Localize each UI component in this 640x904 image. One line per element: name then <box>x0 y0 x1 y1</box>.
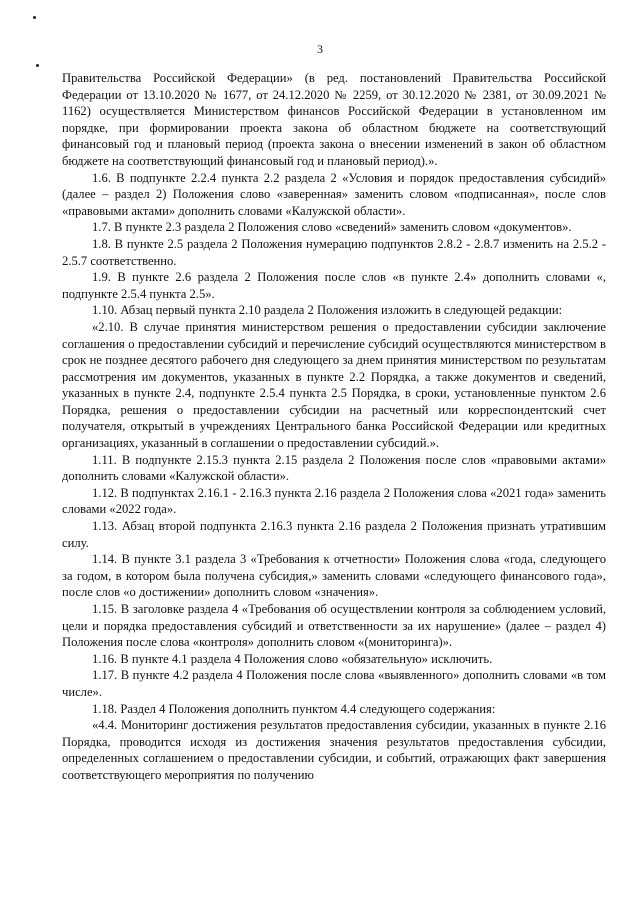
paragraph: 1.7. В пункте 2.3 раздела 2 Положения слово «сведений» заменить словом «документов». <box>92 220 572 235</box>
scan-speck <box>36 64 39 67</box>
paragraph: 1.11. В подпункте 2.15.3 пункта 2.15 раздела 2 Положения после слов «правовыми актами» дополнить словами «Калужской области». <box>62 452 606 484</box>
paragraph: 1.10. Абзац первый пункта 2.10 раздела 2 Положения изложить в следующей редакции: <box>92 303 563 318</box>
paragraph: 1.13. Абзац второй подпункта 2.16.3 пункта 2.16 раздела 2 Положения признать утратившим силу. <box>62 519 606 550</box>
document-body <box>62 70 606 784</box>
scan-speck <box>33 16 36 19</box>
paragraph: 1.18. Раздел 4 Положения дополнить пунктом 4.4 следующего содержания: <box>92 701 496 716</box>
paragraph: 1.14. В пункте 3.1 раздела 3 «Требования к отчетности» Положения слова «года, следующего за годом, в котором была получена субсидия,» заменить словами «следующего финансового года», после слов «о достижении» дополнить словом «значения». <box>62 552 606 600</box>
paragraph: 1.17. В пункте 4.2 раздела 4 Положения после слова «выявленного» дополнить словами «в том числе». <box>62 668 606 699</box>
paragraph: 1.6. В подпункте 2.2.4 пункта 2.2 раздела 2 «Условия и порядок предоставления субсидий» (далее – раздел 2) Положения слово «заверенная» заменить словом «подписанная», после слов «правовыми актами» дополнить словами «Калужской области». <box>62 170 606 218</box>
paragraph: Правительства Российской Федерации» (в ред. постановлений Правительства Российской Федерации от 13.10.2020 № 1677, от 24.12.2020 № 2259, от 30.12.2020 № 2381, от 30.09.2021 № 1162) осуществляется Министерством финансов Российской Федерации в установленном им порядке, при формировании проекта закона об областном бюджете на соответствующий финансовый год и плановый период (проекта закона о внесении изменений в закон об областном бюджете на соответствующий финансовый год и плановый период).». <box>62 71 606 168</box>
paragraph: «2.10. В случае принятия министерством решения о предоставлении субсидии заключение соглашения о предоставлении субсидий и перечисление субсидий осуществляются министерством в срок не позднее десятого рабочего дня следующего за днем принятия министерством по результатам рассмотрения им документов, указанных в пункте 2.2 Порядка, а также документов и сведений, указанных в пункте 2.4, подпункте 2.5.4 пункта 2.5 Порядка, в сроки, установленные пунктом 2.6 Порядка, решения о предоставлении субсидии на расчетный или корреспондентский счет получателя, открытый в учреждениях Центрального банка Российской Федерации или кредитных организациях, указанный в соглашении о предоставлении субсидий.». <box>62 319 606 451</box>
paragraph: 1.15. В заголовке раздела 4 «Требования об осуществлении контроля за соблюдением условий, цели и порядка предоставления субсидий и ответственности за их нарушение» (далее – раздел 4) Положения после слова «контроля» дополнить словом «(мониторинга)». <box>62 602 606 650</box>
paragraph: «4.4. Мониторинг достижения результатов предоставления субсидии, указанных в пункте 2.16 Порядка, проводится исходя из достижения значения результатов предоставления субсидии, определенных соглашением о предоставлении субсидии, и событий, отражающих факт завершения соответствующего мероприятия по получению <box>62 718 606 782</box>
paragraph: 1.8. В пункте 2.5 раздела 2 Положения нумерацию подпунктов 2.8.2 - 2.8.7 изменить на 2.5.2 - 2.5.7 соответственно. <box>62 236 606 268</box>
paragraph: 1.9. В пункте 2.6 раздела 2 Положения после слов «в пункте 2.4» дополнить словами «, подпункте 2.5.4 пункта 2.5». <box>62 270 606 301</box>
paragraph: 1.16. В пункте 4.1 раздела 4 Положения слово «обязательную» исключить. <box>92 651 493 666</box>
paragraph: 1.12. В подпунктах 2.16.1 - 2.16.3 пункта 2.16 раздела 2 Положения слова «2021 года» заменить словами «2022 года». <box>62 485 606 517</box>
page-number: 3 <box>317 42 323 56</box>
